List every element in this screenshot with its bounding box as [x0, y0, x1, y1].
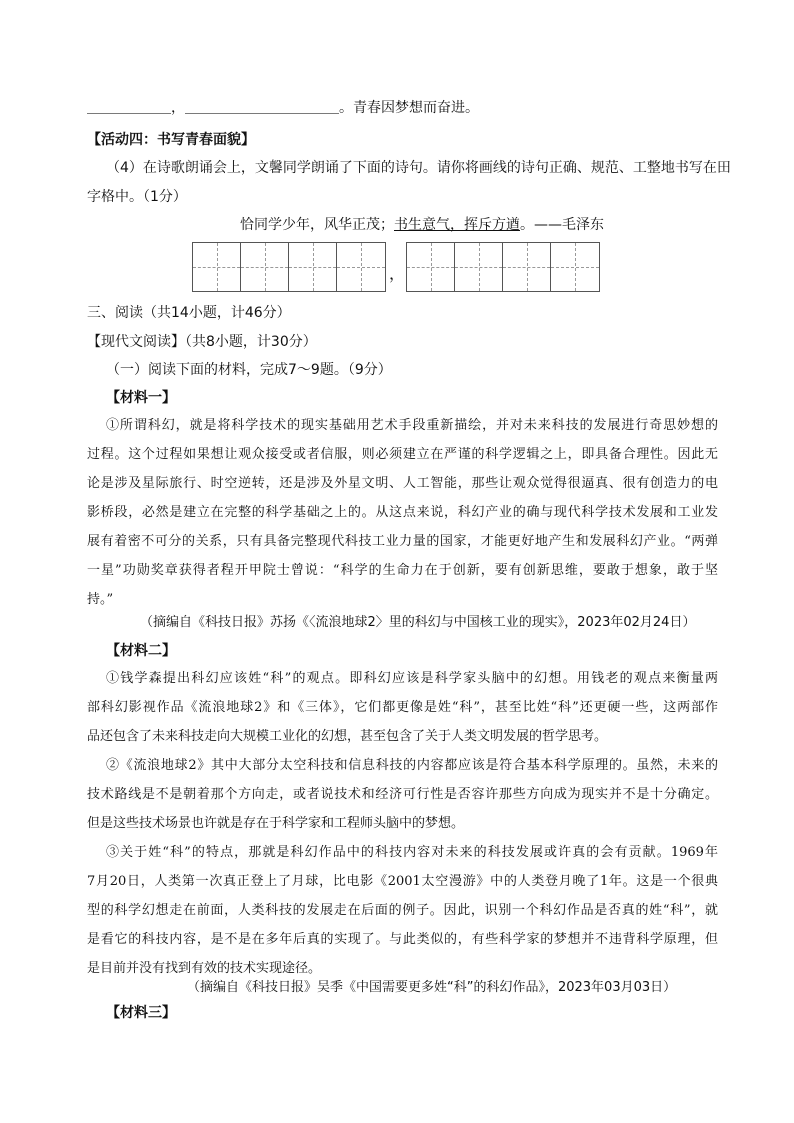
poem-suffix: 。——毛泽东	[520, 217, 604, 233]
tianzige-grid-right[interactable]	[406, 242, 600, 292]
material2-line: ①钱学森提出科幻应该姓“科”的观点。即科幻应该是科学家头脑中的幻想。用钱老的观点来衡量两	[106, 671, 718, 686]
activity4-question-line-1: （4）在诗歌朗诵会上，文馨同学朗诵了下面的诗句。请你将画线的诗句正确、规范、工整地书写在田	[106, 160, 731, 176]
grid-cell[interactable]	[455, 243, 503, 291]
modern-reading-heading: 【现代文阅读】（共8小题，计30分）	[87, 334, 317, 350]
material2-line: ②《流浪地球2》其中大部分太空科技和信息科技的内容都应该是符合基本科学原理的。虽然，未来的	[106, 758, 718, 773]
material3-label: 【材料三】	[106, 1005, 176, 1021]
material2-line: 7月20日，人类第一次真正登上了月球，比电影《2001太空漫游》中的人类登月晚了1年。这是一个很典	[87, 874, 718, 889]
material2-line: 但是这些技术场景也许就是存在于科学家和工程师头脑中的梦想。	[87, 816, 465, 831]
material1-line: 过程。这个过程如果想让观众接受或者信服，则必须建立在严谨的科学逻辑之上，即具备合理性。因此无	[87, 447, 718, 462]
material2-line: 品还包含了未来科技走向大规模工业化的幻想，甚至包含了关于人类文明发展的哲学思考。	[87, 729, 608, 744]
material1-label: 【材料一】	[106, 390, 176, 406]
grid-cell[interactable]	[337, 243, 385, 291]
poem-prefix: 恰同学少年，风华正茂；	[240, 217, 394, 233]
material1-line: 一星”功勋奖章获得者程开甲院士曾说：“科学的生命力在于创新，要有创新思维，要敢于想象，敢于坚	[87, 563, 718, 578]
fill-blank-line: ＿＿＿＿＿＿，＿＿＿＿＿＿＿＿＿＿＿。青春因梦想而奋进。	[87, 100, 479, 116]
material2-line: ③关于姓“科”的特点，那就是科幻作品中的科技内容对未来的科技发展或许真的会有贡献。1969年	[106, 845, 718, 860]
grid-comma: ，	[389, 264, 406, 283]
material2-line: 是目前并没有找到有效的技术实现途径。	[87, 961, 322, 976]
poem-line	[240, 215, 604, 235]
section3-title: 三、阅读（共14小题，计46分）	[87, 305, 291, 321]
material1-line: ①所谓科幻，就是将科学技术的现实基础用艺术手段重新描绘，并对未来科技的发展进行奇思妙想的	[106, 418, 718, 433]
material1-line: 展有着密不可分的关系，只有具备完整现代科技工业力量的国家，才能更好地产生和发展科幻产业。“两弹	[87, 534, 718, 549]
material1-line: 影桥段，必然是建立在完整的科学基础之上的。从这点来说，科幻产业的确与现代科学技术发展和工业发	[87, 505, 718, 520]
material1-source: （摘编自《科技日报》苏扬《〈流浪地球2〉里的科幻与中国核工业的现实》，2023年02月24日）	[140, 615, 696, 630]
grid-cell[interactable]	[193, 243, 241, 291]
material1-line: 论是涉及星际旅行、时空逆转，还是涉及外星文明、人工智能，那些让观众觉得很逼真、很有创造力的电	[87, 476, 718, 491]
material1-line: 持。”	[87, 592, 114, 607]
activity4-question-line-2: 字格中。（1分）	[87, 189, 187, 205]
poem-underlined: 书生意气，挥斥方遒	[394, 217, 520, 233]
activity4-heading: 【活动四：书写青春面貌】	[87, 132, 255, 148]
part1-heading: （一）阅读下面的材料，完成7～9题。（9分）	[106, 362, 392, 378]
material2-line: 是看它的科技内容，是不是在多年后真的实现了。与此类似的，有些科学家的梦想并不违背科学原理，但	[87, 932, 718, 947]
material2-label: 【材料二】	[106, 643, 176, 659]
grid-cell[interactable]	[551, 243, 599, 291]
grid-cell[interactable]	[407, 243, 455, 291]
grid-cell[interactable]	[289, 243, 337, 291]
material2-line: 技术路线是不是朝着那个方向走，或者说技术和经济可行性是否容许那些方向成为现实并不是十分确定。	[87, 787, 718, 802]
material2-source: （摘编自《科技日报》吴季《中国需要更多姓“科”的科幻作品》，2023年03月03日）	[187, 980, 677, 995]
grid-cell[interactable]	[241, 243, 289, 291]
material2-line: 型的科学幻想走在前面，人类科技的发展走在后面的例子。因此，识别一个科幻作品是否真的姓“科”，就	[87, 903, 718, 918]
material2-line: 部科幻影视作品《流浪地球2》和《三体》，它们都更像是姓“科”，甚至比姓“科”还更硬一些，这两部作	[87, 700, 718, 715]
tianzige-grid-left[interactable]	[192, 242, 386, 292]
grid-cell[interactable]	[503, 243, 551, 291]
